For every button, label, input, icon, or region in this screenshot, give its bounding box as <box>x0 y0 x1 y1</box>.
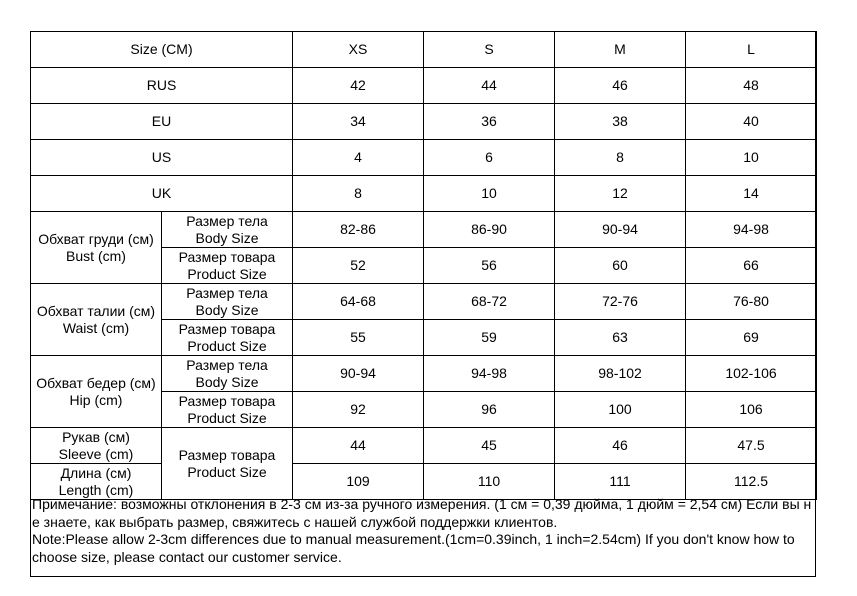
row-us <box>31 140 817 176</box>
cell: 110 <box>424 464 555 500</box>
sub-label-product <box>162 428 293 500</box>
cell: 98-102 <box>555 356 686 392</box>
sub-label-ru: Размер тела <box>186 284 268 301</box>
sub-label-body <box>162 284 293 320</box>
cell: 102-106 <box>686 356 817 392</box>
cell: 38 <box>555 104 686 140</box>
sub-label-ru: Размер тела <box>186 356 268 373</box>
group-label-bust <box>31 212 162 284</box>
group-label-waist <box>31 284 162 356</box>
row-length <box>31 464 817 500</box>
cell: 45 <box>424 428 555 464</box>
cell: 94-98 <box>686 212 817 248</box>
cell: 40 <box>686 104 817 140</box>
label-en: Hip (cm) <box>69 391 123 408</box>
row-bust-body <box>31 212 817 248</box>
cell: 10 <box>686 140 817 176</box>
row-label: EU <box>31 104 293 140</box>
cell: 36 <box>424 104 555 140</box>
note-line: е знаете, как выбрать размер, свяжитесь с нашей службой поддержки клиентов. <box>32 513 558 530</box>
row-waist-body <box>31 284 817 320</box>
sub-label-product <box>162 392 293 428</box>
cell: 56 <box>424 248 555 284</box>
sub-label-en: Body Size <box>195 373 259 390</box>
cell: 14 <box>686 176 817 212</box>
row-eu <box>31 104 817 140</box>
label-en: Bust (cm) <box>66 247 126 264</box>
cell: 44 <box>293 428 424 464</box>
cell: 82-86 <box>293 212 424 248</box>
cell: 46 <box>555 428 686 464</box>
sub-label-en: Body Size <box>195 301 259 318</box>
cell: 111 <box>555 464 686 500</box>
cell: 90-94 <box>293 356 424 392</box>
cell: 59 <box>424 320 555 356</box>
cell: 48 <box>686 68 817 104</box>
sub-label-ru: Размер товара <box>178 320 276 337</box>
cell: 68-72 <box>424 284 555 320</box>
cell: 6 <box>424 140 555 176</box>
header-size-cm: Size (CM) <box>31 32 293 68</box>
row-uk <box>31 176 817 212</box>
label-en: Waist (cm) <box>62 319 130 336</box>
cell: 69 <box>686 320 817 356</box>
cell: 44 <box>424 68 555 104</box>
cell: 8 <box>555 140 686 176</box>
label-length <box>31 464 162 500</box>
cell: 55 <box>293 320 424 356</box>
label-ru: Длина (см) <box>60 464 132 481</box>
row-sleeve <box>31 428 817 464</box>
sub-label-product <box>162 248 293 284</box>
sub-label-en: Product Size <box>187 337 267 354</box>
sub-label-body <box>162 356 293 392</box>
label-ru: Рукав (см) <box>62 428 130 445</box>
label-ru: Обхват бедер (см) <box>36 374 156 391</box>
header-l: L <box>686 32 817 68</box>
sub-label-en: Product Size <box>187 463 267 480</box>
cell: 86-90 <box>424 212 555 248</box>
cell: 42 <box>293 68 424 104</box>
label-ru: Обхват груди (см) <box>38 230 154 247</box>
cell: 90-94 <box>555 212 686 248</box>
sub-label-ru: Размер тела <box>186 212 268 229</box>
sub-label-en: Body Size <box>195 229 259 246</box>
header-m: M <box>555 32 686 68</box>
sub-label-product <box>162 320 293 356</box>
header-xs: XS <box>293 32 424 68</box>
cell: 66 <box>686 248 817 284</box>
cell: 109 <box>293 464 424 500</box>
cell: 76-80 <box>686 284 817 320</box>
cell: 106 <box>686 392 817 428</box>
cell: 8 <box>293 176 424 212</box>
note-line: Note:Please allow 2-3cm differences due to manual measurement.(1cm=0.39inch, 1 inch=2.54cm) If you don't know how to <box>32 531 795 547</box>
label-sleeve <box>31 428 162 464</box>
cell: 96 <box>424 392 555 428</box>
header-row <box>31 32 817 68</box>
cell: 94-98 <box>424 356 555 392</box>
cell: 52 <box>293 248 424 284</box>
cell: 60 <box>555 248 686 284</box>
header-s: S <box>424 32 555 68</box>
row-label: UK <box>31 176 293 212</box>
sub-label-ru: Размер товара <box>178 248 276 265</box>
row-hip-body <box>31 356 817 392</box>
row-label: US <box>31 140 293 176</box>
row-label: RUS <box>31 68 293 104</box>
cell: 112.5 <box>686 464 817 500</box>
cell: 4 <box>293 140 424 176</box>
cell: 10 <box>424 176 555 212</box>
note-line: Примечание: возможны отклонения в 2-3 см из-за ручного измерения. (1 см = 0,39 дюйма, 1 дюйм = 2,54 см) Если вы н <box>32 496 812 512</box>
cell: 92 <box>293 392 424 428</box>
cell: 63 <box>555 320 686 356</box>
label-en: Length (cm) <box>58 481 134 498</box>
sub-label-en: Product Size <box>187 265 267 282</box>
sub-label-ru: Размер товара <box>178 446 276 463</box>
cell: 12 <box>555 176 686 212</box>
cell: 64-68 <box>293 284 424 320</box>
sub-label-ru: Размер товара <box>178 392 276 409</box>
cell: 100 <box>555 392 686 428</box>
sub-label-en: Product Size <box>187 409 267 426</box>
measurement-note <box>32 496 812 566</box>
label-ru: Обхват талии (см) <box>36 302 156 319</box>
cell: 46 <box>555 68 686 104</box>
row-rus <box>31 68 817 104</box>
label-en: Sleeve (cm) <box>58 445 134 462</box>
note-line: choose size, please contact our customer service. <box>32 548 342 565</box>
cell: 34 <box>293 104 424 140</box>
group-label-hip <box>31 356 162 428</box>
size-chart-table <box>30 31 817 500</box>
sub-label-body <box>162 212 293 248</box>
cell: 72-76 <box>555 284 686 320</box>
cell: 47.5 <box>686 428 817 464</box>
